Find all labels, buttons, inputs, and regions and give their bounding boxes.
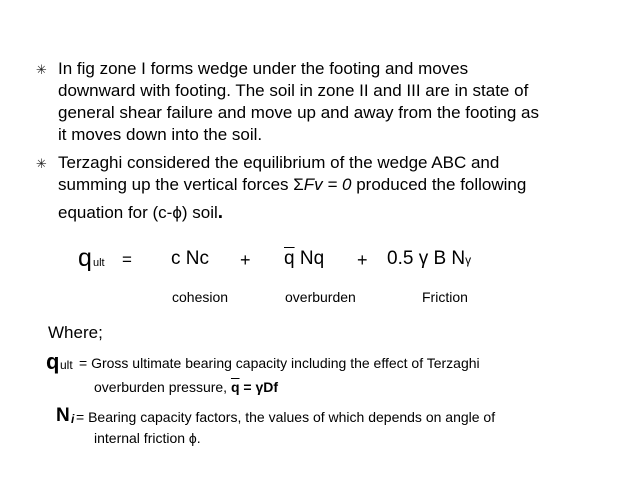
eq-q-bar: $\overline{q}$	[284, 248, 295, 269]
eq-ult-subscript: ult	[93, 257, 105, 269]
def-ni-text-2: internal friction ϕ.	[94, 430, 201, 446]
text-line: it moves down into the soil.	[58, 125, 263, 144]
bullet-paragraph-2	[58, 152, 526, 224]
text-line: downward with footing. The soil in zone II and III are in state of	[58, 81, 529, 100]
label-friction: Friction	[422, 289, 468, 305]
def-q: q	[46, 349, 60, 374]
text-line	[58, 174, 526, 196]
text-line: Terzaghi considered the equilibrium of the wedge ABC and	[58, 153, 500, 172]
bullet-paragraph-1	[58, 58, 539, 146]
def-qult-text-2	[94, 379, 278, 395]
label-cohesion: cohesion	[172, 289, 229, 305]
eq-nq: Nq	[294, 248, 325, 269]
text-segment: equation for (c-ϕ) soil	[58, 203, 218, 222]
eq-plus-1: +	[240, 250, 251, 270]
q-bar: $\overline{q}$	[230, 379, 240, 395]
eq-q: q	[78, 244, 92, 272]
eq-term-friction	[387, 248, 471, 270]
eq-plus-2: +	[357, 250, 368, 270]
text-line	[58, 202, 526, 224]
text-segment: produced the following	[351, 175, 527, 194]
def-n: N	[56, 405, 70, 426]
fv-equation: Fv = 0	[303, 175, 352, 194]
where-heading: Where;	[48, 323, 103, 342]
label-overburden: overburden	[285, 289, 356, 305]
def-ni-text-1: = Bearing capacity factors, the values of which depends on angle of	[76, 409, 496, 425]
def-ult-subscript: ult	[60, 358, 73, 372]
def-i-subscript: i	[71, 412, 75, 426]
eq-term-cohesion: c Nc	[171, 248, 209, 269]
period: .	[217, 202, 224, 223]
text-line: general shear failure and move up and away from the footing as	[58, 103, 540, 122]
def-qult-text-1: = Gross ultimate bearing capacity including the effect of Terzaghi	[79, 355, 480, 371]
text-line: In fig zone I forms wedge under the footing and moves	[58, 59, 469, 78]
text-segment: summing up the vertical forces Σ	[58, 175, 304, 194]
bullet-icon: ✳	[36, 62, 47, 77]
text-segment: overburden pressure,	[94, 379, 231, 395]
eq-equals: =	[122, 250, 132, 269]
eq-term-friction-main: 0.5 γ B N	[387, 248, 466, 269]
bullet-icon: ✳	[36, 156, 47, 171]
eq-gamma-subscript: γ	[465, 253, 472, 267]
eq-term-overburden	[284, 248, 324, 270]
q-equals-gamma-df: = γDf	[239, 379, 279, 395]
